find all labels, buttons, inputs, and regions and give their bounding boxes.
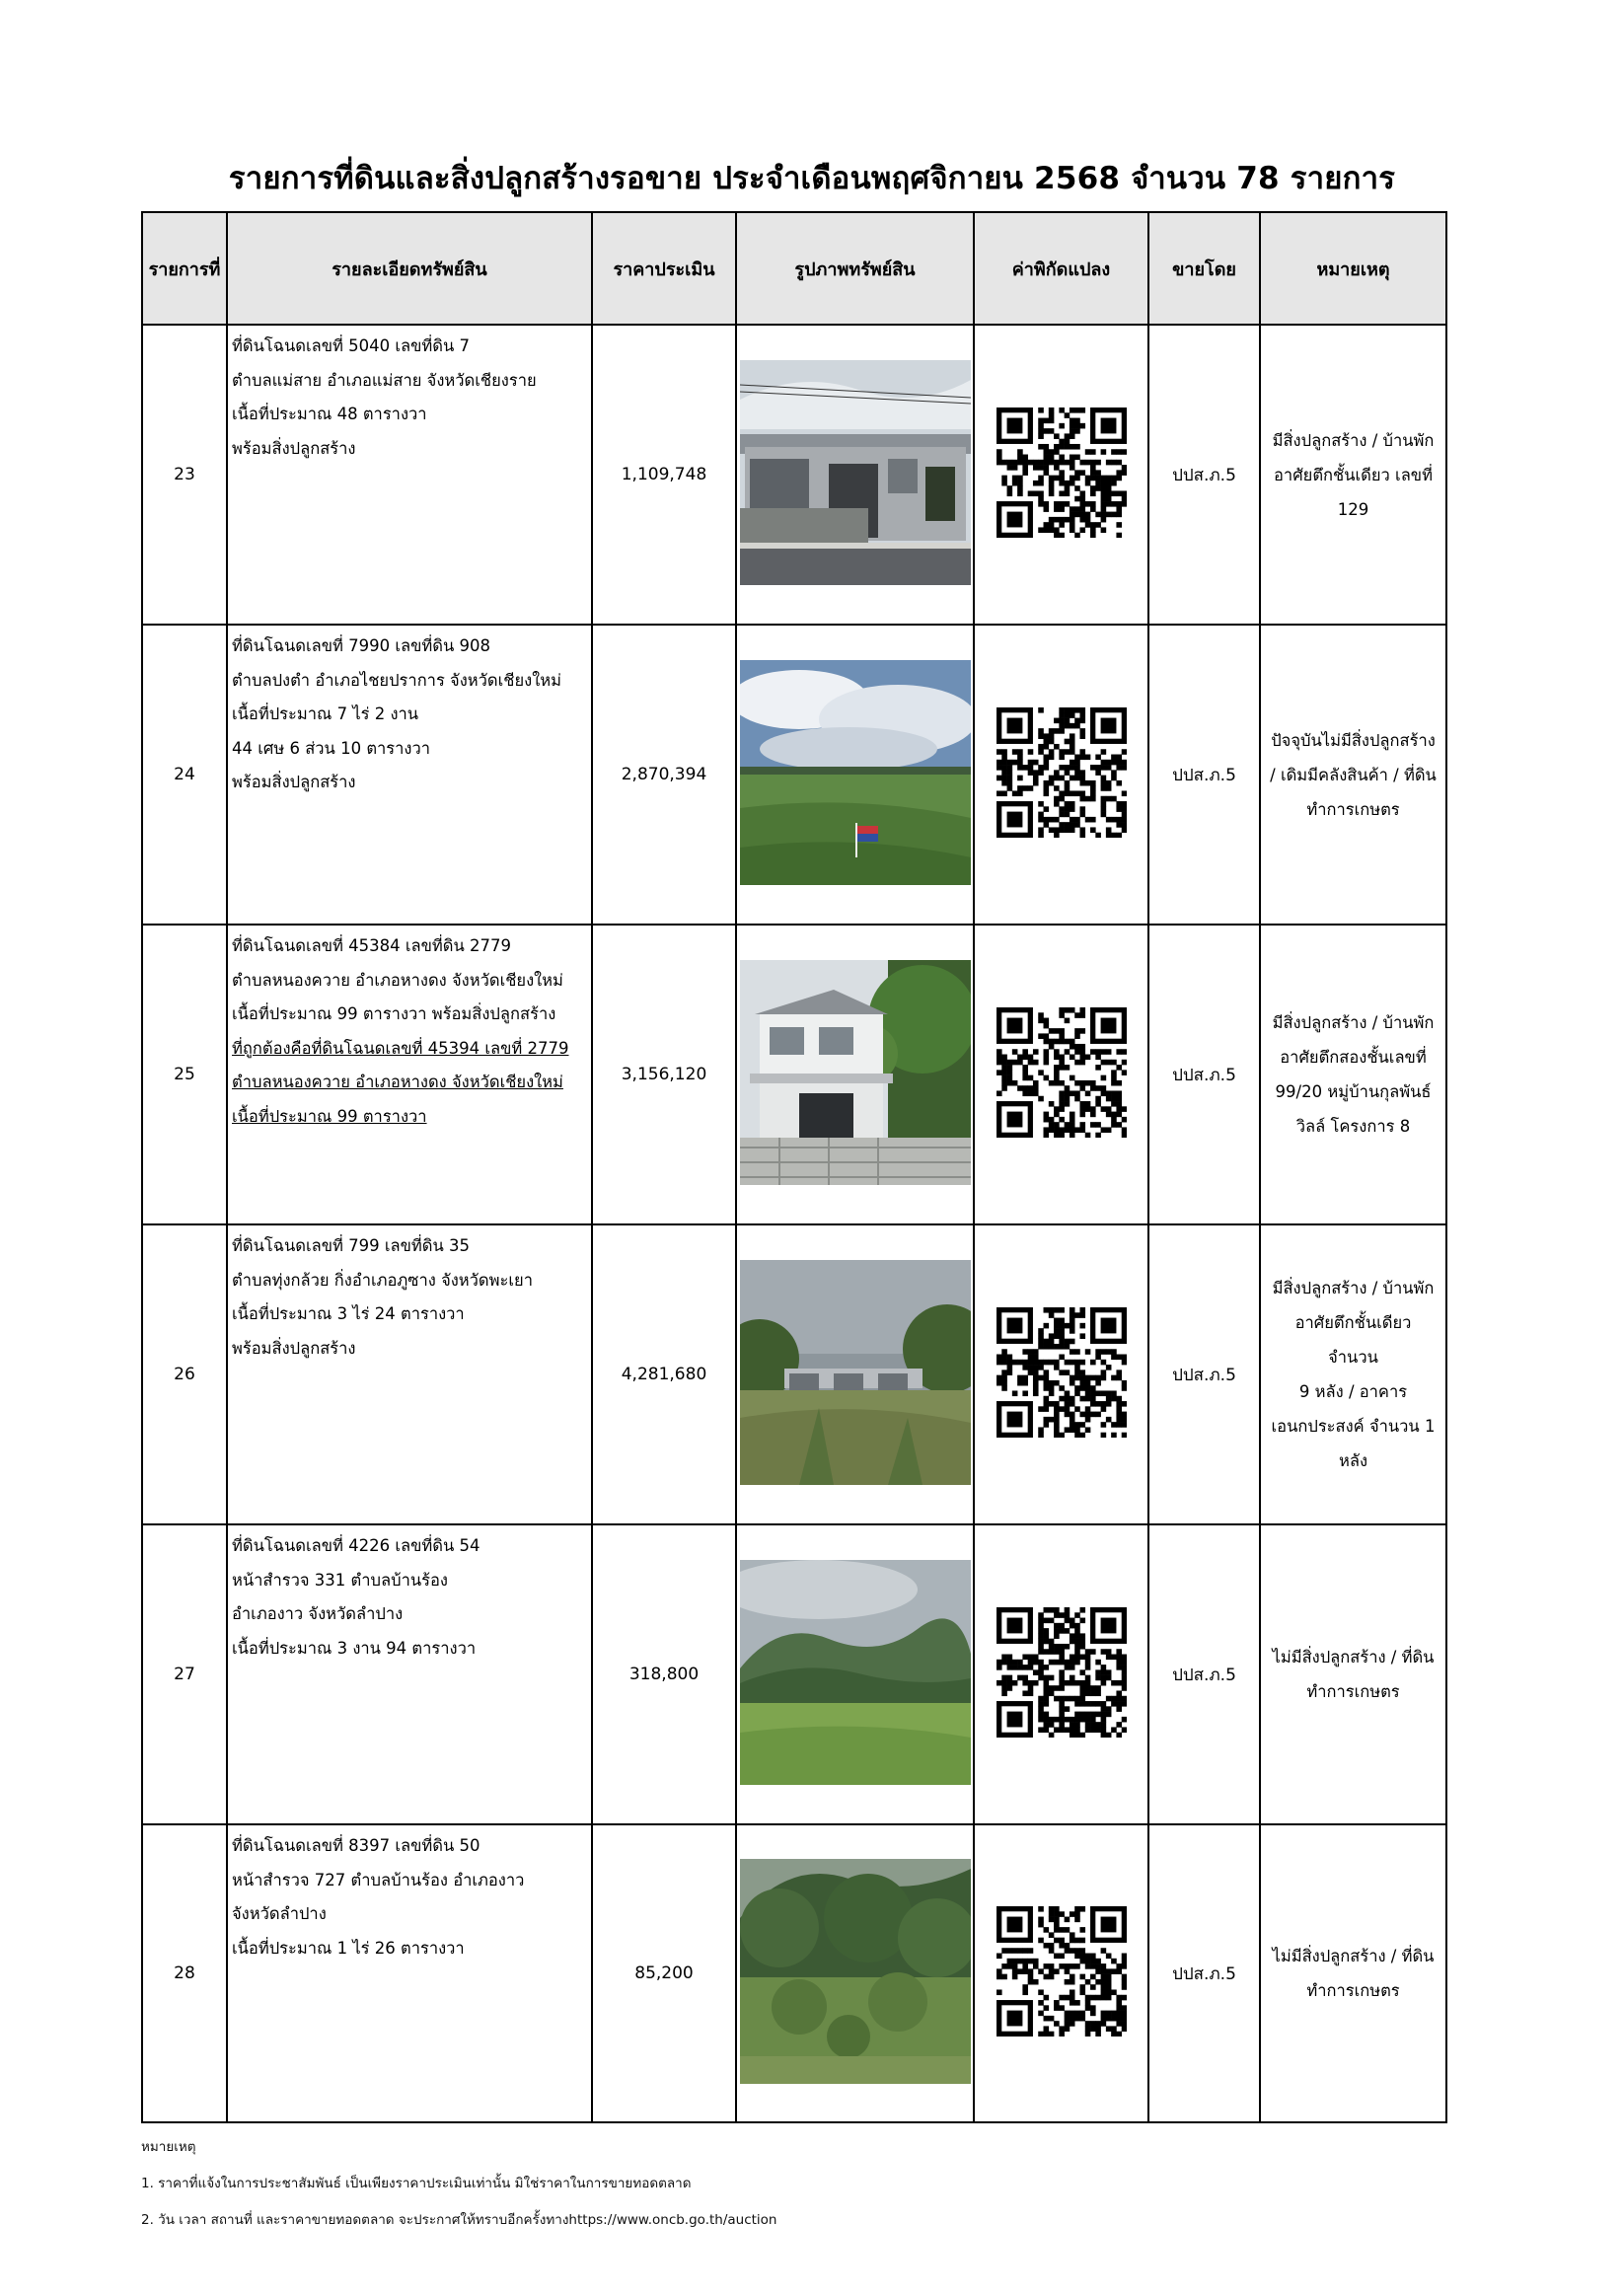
property-detail bbox=[227, 1524, 592, 1824]
remark bbox=[1260, 1524, 1446, 1824]
appraised-price: 2,870,394 bbox=[592, 625, 736, 925]
item-number: 24 bbox=[142, 625, 227, 925]
detail-line: ที่ดินโฉนดเลขที่ 5040 เลขที่ดิน 7 bbox=[232, 336, 470, 355]
col-header-seller: ขายโดย bbox=[1148, 212, 1260, 325]
property-photo-cell bbox=[736, 925, 974, 1224]
coordinates-cell bbox=[974, 1524, 1148, 1824]
property-photo-cell bbox=[736, 325, 974, 625]
detail-line: ที่ดินโฉนดเลขที่ 799 เลขที่ดิน 35 bbox=[232, 1236, 470, 1255]
col-header-photo: รูปภาพทรัพย์สิน bbox=[736, 212, 974, 325]
table-header-row bbox=[142, 212, 1446, 325]
remark-line: เอนกประสงค์ จำนวน 1 bbox=[1271, 1417, 1436, 1436]
item-number: 25 bbox=[142, 925, 227, 1224]
remark-line: หลัง bbox=[1338, 1451, 1368, 1470]
detail-line: เนื้อที่ประมาณ 3 ไร่ 24 ตารางวา bbox=[232, 1304, 465, 1323]
remark-line: 99/20 หมู่บ้านกุลพันธ์ bbox=[1275, 1082, 1432, 1101]
remark-line: / เดิมมีคลังสินค้า / ที่ดิน bbox=[1270, 765, 1437, 784]
property-table bbox=[141, 211, 1447, 2123]
footnotes bbox=[141, 2129, 777, 2239]
col-header-no: รายการที่ bbox=[142, 212, 227, 325]
col-header-coords: ค่าพิกัดแปลง bbox=[974, 212, 1148, 325]
detail-line: ตำบลหนองควาย อำเภอหางดง จังหวัดเชียงใหม่ bbox=[232, 970, 563, 990]
property-detail bbox=[227, 925, 592, 1224]
detail-line: พร้อมสิ่งปลูกสร้าง bbox=[232, 438, 356, 458]
property-photo bbox=[740, 660, 971, 885]
seller: ปปส.ภ.5 bbox=[1148, 625, 1260, 925]
detail-line: 44 เศษ 6 ส่วน 10 ตารางวา bbox=[232, 738, 431, 758]
property-detail bbox=[227, 625, 592, 925]
remark-line: ปัจจุบันไม่มีสิ่งปลูกสร้าง bbox=[1271, 730, 1436, 750]
detail-line: ที่ดินโฉนดเลขที่ 8397 เลขที่ดิน 50 bbox=[232, 1836, 480, 1855]
col-header-remark: หมายเหตุ bbox=[1260, 212, 1446, 325]
remark-line: อาศัยตึกชั้นเดียว เลขที่ bbox=[1274, 465, 1433, 484]
remark-line: วิลล์ โครงการ 8 bbox=[1295, 1117, 1411, 1136]
detail-line: ที่ดินโฉนดเลขที่ 7990 เลขที่ดิน 908 bbox=[232, 636, 490, 655]
remark-line: ไม่มีสิ่งปลูกสร้าง / ที่ดิน bbox=[1272, 1648, 1435, 1666]
detail-line: จังหวัดลำปาง bbox=[232, 1904, 327, 1923]
table-row bbox=[142, 625, 1446, 925]
detail-line: ที่ดินโฉนดเลขที่ 4226 เลขที่ดิน 54 bbox=[232, 1536, 480, 1555]
coordinates-cell bbox=[974, 625, 1148, 925]
document-title: รายการที่ดินและสิ่งปลูกสร้างรอขาย ประจำเดือนพฤศจิกายน 2568 จำนวน 78 รายการ bbox=[228, 161, 1396, 196]
property-photo-cell bbox=[736, 1824, 974, 2122]
detail-line: เนื้อที่ประมาณ 99 ตารางวา พร้อมสิ่งปลูกสร้าง bbox=[232, 1004, 556, 1023]
item-number: 27 bbox=[142, 1524, 227, 1824]
seller: ปปส.ภ.5 bbox=[1148, 1824, 1260, 2122]
qr-code-icon[interactable] bbox=[997, 707, 1127, 838]
appraised-price: 3,156,120 bbox=[592, 925, 736, 1224]
remark bbox=[1260, 1224, 1446, 1524]
qr-code-icon[interactable] bbox=[997, 407, 1127, 538]
remark-line: มีสิ่งปลูกสร้าง / บ้านพัก bbox=[1272, 1013, 1435, 1032]
appraised-price: 4,281,680 bbox=[592, 1224, 736, 1524]
footnote-2: 2. วัน เวลา สถานที่ และราคาขายทอดตลาด จะประกาศให้ทราบอีกครั้งทางhttps://www.oncb.go.th/auction bbox=[141, 2212, 777, 2228]
col-header-price: ราคาประเมิน bbox=[592, 212, 736, 325]
detail-line: ที่ดินโฉนดเลขที่ 45384 เลขที่ดิน 2779 bbox=[232, 936, 511, 955]
property-photo bbox=[740, 1859, 971, 2084]
col-header-detail: รายละเอียดทรัพย์สิน bbox=[227, 212, 592, 325]
property-detail bbox=[227, 1224, 592, 1524]
detail-line: ตำบลปงตำ อำเภอไชยปราการ จังหวัดเชียงใหม่ bbox=[232, 670, 562, 690]
remark-line: 129 bbox=[1337, 499, 1369, 519]
appraised-price: 318,800 bbox=[592, 1524, 736, 1824]
detail-line: เนื้อที่ประมาณ 1 ไร่ 26 ตารางวา bbox=[232, 1938, 465, 1958]
coordinates-cell bbox=[974, 925, 1148, 1224]
footnote-1: 1. ราคาที่แจ้งในการประชาสัมพันธ์ เป็นเพียงราคาประเมินเท่านั้น มิใช่ราคาในการขายทอดตลาด bbox=[141, 2176, 692, 2191]
detail-line: พร้อมสิ่งปลูกสร้าง bbox=[232, 773, 356, 791]
detail-line: หน้าสำรวจ 331 ตำบลบ้านร้อง bbox=[232, 1570, 448, 1590]
coordinates-cell bbox=[974, 1224, 1148, 1524]
seller: ปปส.ภ.5 bbox=[1148, 925, 1260, 1224]
detail-line: อำเภองาว จังหวัดลำปาง bbox=[232, 1604, 404, 1623]
remark-line: มีสิ่งปลูกสร้าง / บ้านพัก bbox=[1272, 1279, 1435, 1297]
detail-line: ตำบลทุ่งกล้วย กิ่งอำเภอภูซาง จังหวัดพะเยา bbox=[232, 1270, 533, 1290]
property-photo bbox=[740, 960, 971, 1185]
detail-line: ตำบลแม่สาย อำเภอแม่สาย จังหวัดเชียงราย bbox=[232, 370, 537, 390]
remark bbox=[1260, 625, 1446, 925]
remark-line: ไม่มีสิ่งปลูกสร้าง / ที่ดิน bbox=[1272, 1947, 1435, 1965]
property-detail bbox=[227, 1824, 592, 2122]
appraised-price: 85,200 bbox=[592, 1824, 736, 2122]
item-number: 28 bbox=[142, 1824, 227, 2122]
table-row bbox=[142, 325, 1446, 625]
item-number: 26 bbox=[142, 1224, 227, 1524]
detail-line: เนื้อที่ประมาณ 48 ตารางวา bbox=[232, 405, 427, 423]
remark bbox=[1260, 325, 1446, 625]
remark bbox=[1260, 1824, 1446, 2122]
coordinates-cell bbox=[974, 1824, 1148, 2122]
seller: ปปส.ภ.5 bbox=[1148, 1224, 1260, 1524]
remark-line: อาศัยตึกสองชั้นเลขที่ bbox=[1280, 1048, 1427, 1067]
detail-line: พร้อมสิ่งปลูกสร้าง bbox=[232, 1338, 356, 1358]
remark-line: ทำการเกษตร bbox=[1306, 1682, 1400, 1701]
property-photo bbox=[740, 360, 971, 585]
property-photo bbox=[740, 1260, 971, 1485]
table-row bbox=[142, 1224, 1446, 1524]
remark-line: 9 หลัง / อาคาร bbox=[1298, 1382, 1408, 1401]
qr-code-icon[interactable] bbox=[997, 1906, 1127, 2037]
item-number: 23 bbox=[142, 325, 227, 625]
property-photo bbox=[740, 1560, 971, 1785]
property-photo-cell bbox=[736, 625, 974, 925]
detail-line: เนื้อที่ประมาณ 7 ไร่ 2 งาน bbox=[232, 704, 419, 723]
qr-code-icon[interactable] bbox=[997, 1307, 1127, 1438]
remark-line: อาศัยตึกชั้นเดียว จำนวน bbox=[1294, 1313, 1412, 1367]
remark bbox=[1260, 925, 1446, 1224]
detail-correction-line: ตำบลหนองควาย อำเภอหางดง จังหวัดเชียงใหม่ bbox=[232, 1073, 563, 1091]
seller: ปปส.ภ.5 bbox=[1148, 1524, 1260, 1824]
remark-line: ทำการเกษตร bbox=[1306, 799, 1400, 819]
property-detail bbox=[227, 325, 592, 625]
property-photo-cell bbox=[736, 1524, 974, 1824]
table-row bbox=[142, 1524, 1446, 1824]
detail-correction-line: ที่ถูกต้องคือที่ดินโฉนดเลขที่ 45394 เลขที่ 2779 bbox=[232, 1038, 569, 1058]
table-row bbox=[142, 925, 1446, 1224]
appraised-price: 1,109,748 bbox=[592, 325, 736, 625]
remark-line: ทำการเกษตร bbox=[1306, 1981, 1400, 2000]
coordinates-cell bbox=[974, 325, 1148, 625]
remark-line: มีสิ่งปลูกสร้าง / บ้านพัก bbox=[1272, 430, 1435, 450]
seller: ปปส.ภ.5 bbox=[1148, 325, 1260, 625]
property-photo-cell bbox=[736, 1224, 974, 1524]
qr-code-icon[interactable] bbox=[997, 1607, 1127, 1738]
detail-line: หน้าสำรวจ 727 ตำบลบ้านร้อง อำเภองาว bbox=[232, 1870, 525, 1889]
footnote-heading: หมายเหตุ bbox=[141, 2139, 196, 2155]
detail-correction-line: เนื้อที่ประมาณ 99 ตารางวา bbox=[232, 1106, 427, 1126]
table-row bbox=[142, 1824, 1446, 2122]
detail-line: เนื้อที่ประมาณ 3 งาน 94 ตารางวา bbox=[232, 1638, 477, 1658]
qr-code-icon[interactable] bbox=[997, 1007, 1127, 1138]
